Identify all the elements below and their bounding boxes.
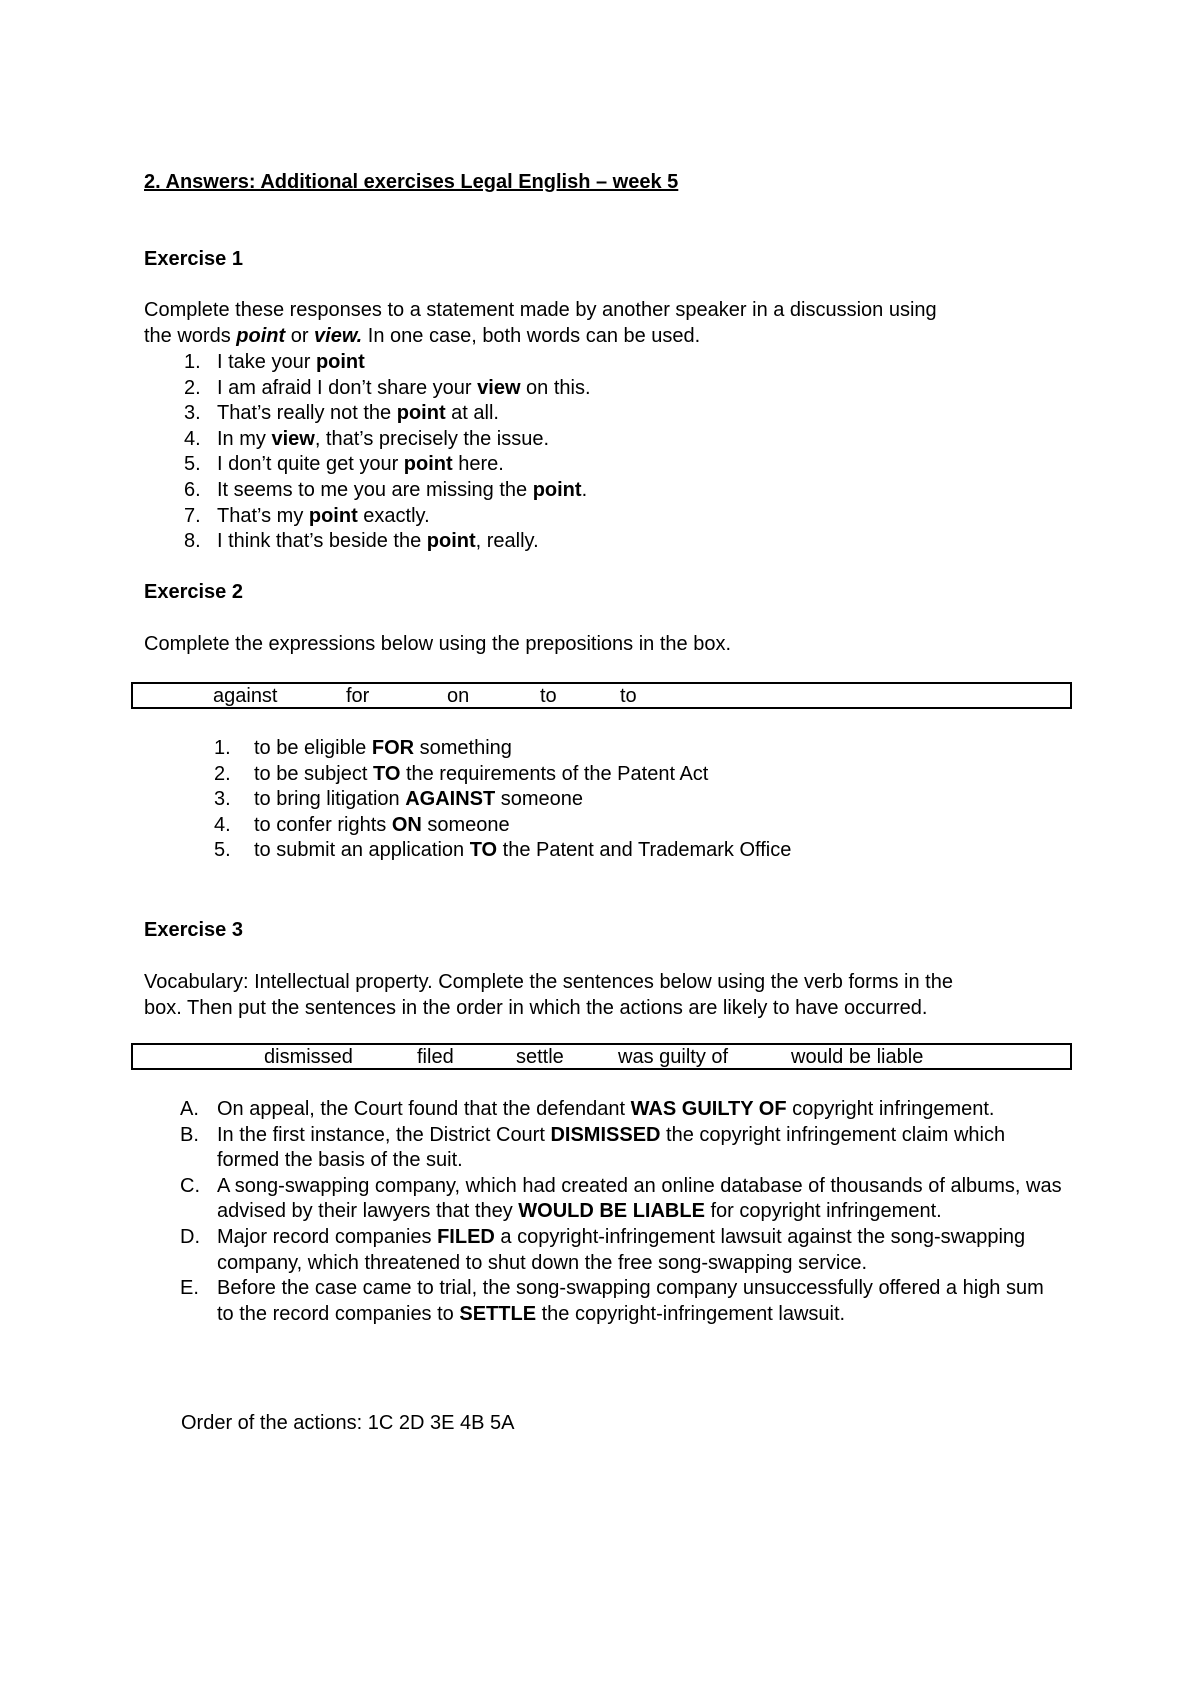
box-word: settle <box>516 1046 564 1068</box>
item-answer: point <box>403 453 453 476</box>
item-answer: DISMISSED <box>550 1123 661 1146</box>
item-text: copyright infringement. <box>786 1098 995 1120</box>
exercise-3-heading: Exercise 3 <box>144 919 243 941</box>
item-text: someone <box>495 788 584 811</box>
list-item <box>144 1123 1064 1174</box>
instruction-text: or <box>285 324 315 347</box>
item-text: here. <box>452 453 504 476</box>
box-word: to <box>540 685 557 707</box>
item-answer: view <box>271 427 315 450</box>
exercise-3-word-box <box>131 1043 1072 1070</box>
instruction-text: In one case, both words can be used. <box>362 324 701 347</box>
item-letter: B. <box>180 1123 199 1146</box>
list-item <box>144 1276 1064 1327</box>
box-word: dismissed <box>264 1046 353 1068</box>
item-text: That’s my <box>217 504 309 527</box>
instruction-emphasis: view. <box>314 324 363 347</box>
item-answer: point <box>315 351 365 373</box>
exercise-1-heading: Exercise 1 <box>144 248 243 270</box>
box-word: would be liable <box>791 1046 924 1068</box>
box-word: was guilty of <box>618 1046 729 1068</box>
exercise-3-instruction-line-2: box. Then put the sentences in the order in which the actions are likely to have occurred. <box>144 996 928 1019</box>
list-item <box>144 1174 1064 1225</box>
item-number: 2. <box>214 762 231 785</box>
item-text: the copyright-infringement lawsuit. <box>536 1302 846 1325</box>
list-item <box>144 813 1064 839</box>
box-word: filed <box>417 1046 454 1068</box>
item-number: 3. <box>184 402 201 425</box>
item-number: 7. <box>184 504 201 527</box>
item-text: to submit an application <box>254 839 470 862</box>
item-text: . <box>581 478 588 501</box>
item-number: 5. <box>184 453 201 476</box>
exercise-3-instruction-line-1: Vocabulary: Intellectual property. Complete the sentences below using the verb forms in the <box>144 971 953 993</box>
item-answer: WAS GUILTY OF <box>630 1098 787 1120</box>
item-text: for copyright infringement. <box>704 1200 942 1223</box>
item-answer: TO <box>372 762 401 785</box>
list-item <box>144 350 1064 376</box>
item-answer: point <box>426 530 476 553</box>
exercise-2-instruction: Complete the expressions below using the prepositions in the box. <box>144 633 732 655</box>
exercise-2-heading: Exercise 2 <box>144 581 243 603</box>
item-number: 8. <box>184 530 201 553</box>
item-number: 1. <box>214 737 231 759</box>
item-text: someone <box>421 813 510 836</box>
list-item <box>144 376 1064 402</box>
item-number: 4. <box>184 427 201 450</box>
item-text: the copyright infringement claim which formed the basis of the suit. <box>217 1123 1006 1172</box>
list-item <box>144 838 1064 864</box>
exercise-1-instruction-line-1: Complete these responses to a statement made by another speaker in a discussion using <box>144 299 937 321</box>
item-answer: point <box>396 402 446 425</box>
item-text: I am afraid I don’t share your <box>217 376 478 399</box>
list-item <box>144 1097 1064 1123</box>
exercise-2-list <box>144 736 1064 864</box>
box-word: for <box>346 685 370 707</box>
item-text: In my <box>217 427 272 450</box>
item-answer: FILED <box>437 1225 495 1248</box>
item-text: I don’t quite get your <box>217 453 404 476</box>
item-answer: ON <box>391 813 422 836</box>
item-text: the Patent and Trademark Office <box>497 839 792 862</box>
box-word: to <box>620 685 637 707</box>
exercise-3-list <box>144 1097 1064 1327</box>
item-text: On appeal, the Court found that the defendant <box>217 1098 631 1120</box>
item-letter: D. <box>180 1225 200 1248</box>
item-answer: TO <box>469 839 498 862</box>
item-answer: SETTLE <box>459 1302 537 1325</box>
item-text: to be eligible <box>254 737 372 759</box>
list-item <box>144 1225 1064 1276</box>
item-text: to confer rights <box>254 813 392 836</box>
item-answer: point <box>532 478 582 501</box>
item-letter: A. <box>180 1098 199 1120</box>
item-letter: C. <box>180 1174 200 1197</box>
exercise-2-word-box <box>131 682 1072 709</box>
item-text: , that’s precisely the issue. <box>314 427 550 450</box>
box-word: against <box>213 685 278 707</box>
exercise-1-instruction-line-2 <box>144 324 1064 350</box>
item-text: to bring litigation <box>254 788 406 811</box>
item-answer: point <box>308 504 358 527</box>
list-item <box>144 452 1064 478</box>
instruction-text: the words <box>144 324 237 347</box>
item-letter: E. <box>180 1277 199 1300</box>
list-item <box>144 762 1064 788</box>
item-text: on this. <box>520 376 591 399</box>
item-text: something <box>414 737 512 759</box>
order-of-actions: Order of the actions: 1C 2D 3E 4B 5A <box>181 1412 515 1434</box>
item-text: at all. <box>445 402 499 425</box>
item-text: Major record companies <box>217 1225 438 1248</box>
exercise-3-instruction <box>144 970 1064 1021</box>
item-text: A song-swapping company, which had created an online database of thousands of albums, was advised by their lawyers that they <box>217 1174 1062 1223</box>
item-number: 5. <box>214 839 231 862</box>
item-answer: view <box>477 376 521 399</box>
item-text: Before the case came to trial, the song-swapping company unsuccessfully offered a high sum to the record companies to <box>217 1277 1044 1325</box>
item-text: In the first instance, the District Court <box>217 1123 551 1146</box>
item-number: 1. <box>184 351 201 373</box>
list-item <box>144 427 1064 453</box>
item-text: a copyright-infringement lawsuit against the song-swapping company, which threatened to shut down the free song-swapping service. <box>217 1225 1026 1274</box>
exercise-1-instruction <box>144 298 1064 349</box>
item-number: 3. <box>214 788 231 811</box>
item-text: I take your <box>217 351 316 373</box>
list-item <box>144 736 1064 762</box>
item-number: 4. <box>214 813 231 836</box>
item-text: the requirements of the Patent Act <box>400 762 709 785</box>
item-text: , really. <box>475 530 539 553</box>
item-number: 2. <box>184 376 201 399</box>
item-answer: FOR <box>371 737 415 759</box>
box-word: on <box>447 685 470 707</box>
item-number: 6. <box>184 478 201 501</box>
exercise-1-list <box>144 350 1064 555</box>
list-item <box>144 478 1064 504</box>
item-text: I think that’s beside the <box>217 530 427 553</box>
item-text: It seems to me you are missing the <box>217 478 533 501</box>
item-text: exactly. <box>357 504 430 527</box>
document-title: 2. Answers: Additional exercises Legal English – week 5 <box>144 171 679 193</box>
instruction-emphasis: point <box>236 324 286 347</box>
item-answer: WOULD BE LIABLE <box>518 1200 705 1223</box>
item-text: That’s really not the <box>217 402 397 425</box>
list-item <box>144 401 1064 427</box>
list-item <box>144 787 1064 813</box>
list-item <box>144 504 1064 530</box>
list-item <box>144 529 1064 555</box>
item-answer: AGAINST <box>405 788 496 811</box>
item-text: to be subject <box>254 762 373 785</box>
